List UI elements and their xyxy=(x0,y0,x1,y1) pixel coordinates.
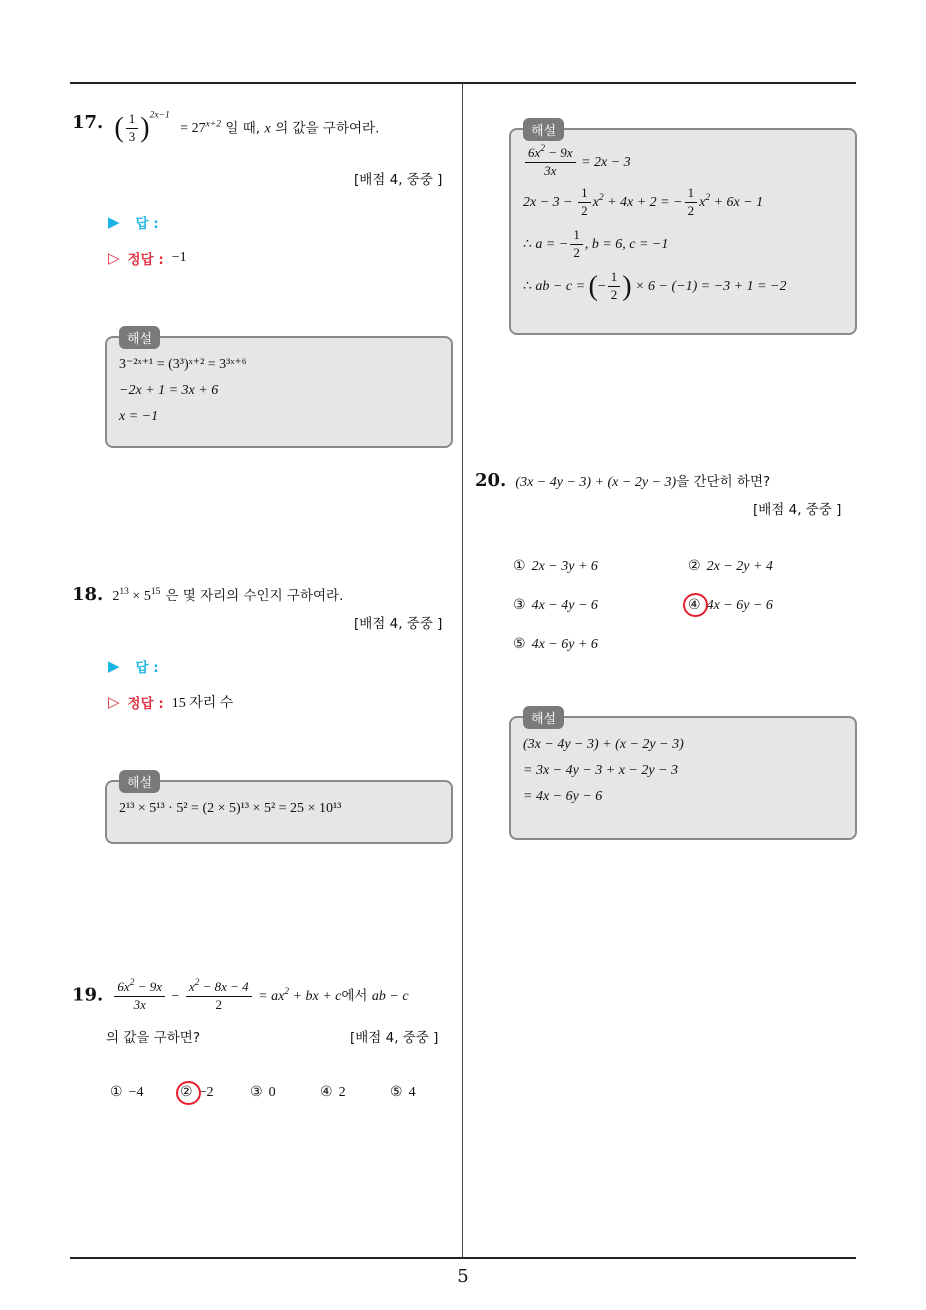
solution-line: = 3x − 4y − 3 + x − 2y − 3 xyxy=(523,763,679,778)
answer-row[interactable] xyxy=(108,212,159,232)
question-expression: (3x − 4y − 3) + (x − 2y − 3) xyxy=(515,475,677,490)
choice-2[interactable]: ② 2x − 2y + 4 xyxy=(688,558,773,574)
choice-5[interactable]: ⑤ 4x − 6y + 6 xyxy=(513,636,598,652)
score-label: [배점 4, 중중 ] xyxy=(753,502,842,518)
correct-answer-row xyxy=(108,248,187,268)
question-18: 18. $2^{13} \times 5^{15}$ 은 몇 자리의 수인지 구하여라. xyxy=(72,584,344,605)
correct-label: 정답 : xyxy=(127,696,164,712)
solution-line: ∴ a = − $\frac{1}{2}$ , b = 6, c = −1 xyxy=(523,227,669,261)
choice-4[interactable]: ④ 4x − 6y − 6 xyxy=(688,597,773,613)
correct-value: −1 xyxy=(171,250,187,265)
solution-line: 2¹³ × 5¹³ · 5² = (2 × 5)¹³ × 5² = 25 × 10¹³ xyxy=(119,801,342,816)
question-number: 19. xyxy=(72,984,104,1006)
choice-5[interactable]: ⑤ 4 xyxy=(390,1084,416,1100)
choice-3[interactable]: ③ 4x − 4y − 6 xyxy=(513,597,598,613)
solution-line: ∴ ab − c = (− $\frac{1}{2}$ ) × 6 − (−1) = −3 + 1 = −2 xyxy=(523,269,787,303)
solution-tag: 해설 xyxy=(523,118,564,141)
solution-line: $\frac{6x^2 - 9x}{3x}$ = 2x − 3 xyxy=(523,144,843,182)
score-label: [배점 4, 중중 ] xyxy=(354,616,443,632)
selected-mark-icon xyxy=(683,593,708,617)
question-text: 을 간단히 하면? xyxy=(676,474,771,490)
answer-label: 답 : xyxy=(135,660,159,676)
choice-2[interactable]: ② −2 xyxy=(180,1084,214,1100)
fraction: $\frac{1}{3}$ xyxy=(126,112,139,145)
solution-line: −2x + 1 = 3x + 6 xyxy=(119,383,219,398)
question-number: 18. xyxy=(72,584,104,605)
solution-tag: 해설 xyxy=(523,706,564,729)
choice-1[interactable]: ① 2x − 3y + 6 xyxy=(513,558,598,574)
solution-tag: 해설 xyxy=(119,770,160,793)
solution-box xyxy=(509,712,857,840)
question-text: ( $\frac{1}{3}$ )$^{2x-1} = 27^{x+2}$ 일 때, x 의 값을 구하여라. xyxy=(114,110,380,144)
solution-line: x = −1 xyxy=(119,409,159,424)
question-number: 17. xyxy=(72,112,104,133)
solution-line: 2x − 3 − $\frac{1}{2}$ $x^2 + 4x + 2$ = − $\frac{1}{2}$ $x^2 + 6x - 1$ xyxy=(523,185,764,219)
answer-label: 답 : xyxy=(135,216,159,232)
play-arrow-icon: ▶ xyxy=(108,657,120,675)
solution-line: 3⁻²ˣ⁺¹ = (3³)ˣ⁺² = 3³ˣ⁺⁶ xyxy=(119,357,247,372)
question-text: 은 몇 자리의 수인지 구하여라. xyxy=(165,588,344,604)
score-label: [배점 4, 중중 ] xyxy=(354,172,443,188)
question-19 xyxy=(72,977,409,1013)
choice-3[interactable]: ③ 0 xyxy=(250,1084,276,1100)
correct-value: 15 자리 수 xyxy=(171,696,234,711)
outline-arrow-icon: ▷ xyxy=(108,249,120,267)
choice-1[interactable]: ① −4 xyxy=(110,1084,144,1100)
bottom-rule xyxy=(70,1257,856,1259)
choice-4[interactable]: ④ 2 xyxy=(320,1084,346,1100)
correct-label: 정답 : xyxy=(127,252,164,268)
question-number: 20. xyxy=(475,470,507,491)
question-17 xyxy=(72,112,379,145)
score-label: [배점 4, 중중 ] xyxy=(350,1030,439,1046)
selected-mark-icon xyxy=(176,1081,201,1105)
solution-line: = 4x − 6y − 6 xyxy=(523,789,603,804)
play-arrow-icon: ▶ xyxy=(108,213,120,231)
solution-box xyxy=(509,124,857,335)
top-rule xyxy=(70,82,856,84)
answer-row[interactable] xyxy=(108,656,159,676)
solution-line: (3x − 4y − 3) + (x − 2y − 3) xyxy=(523,737,684,752)
solution-box xyxy=(105,776,453,844)
column-divider xyxy=(462,84,463,1257)
question-20 xyxy=(475,470,770,491)
question-text-line2: 의 값을 구하면? xyxy=(106,1030,200,1046)
correct-answer-row xyxy=(108,692,233,712)
outline-arrow-icon: ▷ xyxy=(108,693,120,711)
solution-box xyxy=(105,332,453,448)
solution-tag: 해설 xyxy=(119,326,160,349)
page-number: 5 xyxy=(457,1266,469,1287)
question-text: $\frac{6x^2 - 9x}{3x}$ − $\frac{x^2 - 8x - 4}{2}$ = $ax^2$ + bx + c에서 ab − c xyxy=(112,988,408,1004)
